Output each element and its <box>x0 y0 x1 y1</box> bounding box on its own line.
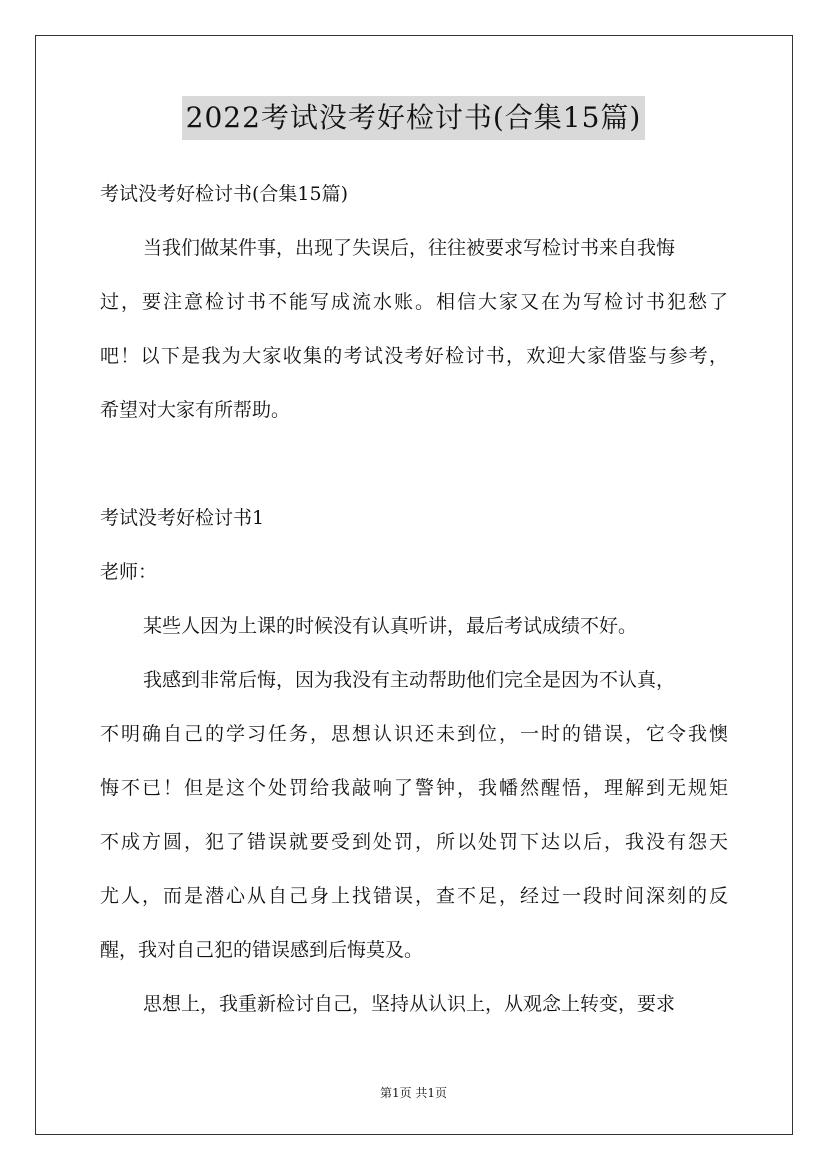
section-title: 考试没考好检讨书1 <box>100 507 265 529</box>
document-title-text: 2022考试没考好检讨书(合集15篇) <box>182 96 646 140</box>
intro-line-1: 当我们做某件事，出现了失误后，往往被要求写检讨书来自我悔 <box>143 237 676 259</box>
document-title <box>0 96 827 140</box>
paragraph-3-line-1: 思想上，我重新检讨自己，坚持从认识上，从观念上转变，要求 <box>143 993 676 1015</box>
salutation: 老师： <box>100 561 158 583</box>
paragraph-2-line-2: 不明确自己的学习任务，思想认识还未到位，一时的错误，它令我懊 <box>100 723 728 745</box>
paragraph-2-line-5: 尤人，而是潜心从自己身上找错误，查不足，经过一段时间深刻的反 <box>100 885 728 907</box>
paragraph-1: 某些人因为上课的时候没有认真听讲，最后考试成绩不好。 <box>143 615 638 637</box>
intro-line-2: 过，要注意检讨书不能写成流水账。相信大家又在为写检讨书犯愁了 <box>100 291 728 313</box>
paragraph-2-line-6: 醒，我对自己犯的错误感到后悔莫及。 <box>100 939 424 961</box>
intro-line-4: 希望对大家有所帮助。 <box>100 399 291 421</box>
intro-line-3: 吧！以下是我为大家收集的考试没考好检讨书，欢迎大家借鉴与参考， <box>100 345 728 367</box>
document-subtitle: 考试没考好检讨书(合集15篇) <box>100 183 349 205</box>
paragraph-2-line-1: 我感到非常后悔，因为我没有主动帮助他们完全是因为不认真， <box>143 669 676 691</box>
paragraph-2-line-4: 不成方圆，犯了错误就要受到处罚，所以处罚下达以后，我没有怨天 <box>100 831 728 853</box>
page-footer: 第1页 共1页 <box>379 1086 448 1100</box>
paragraph-2-line-3: 悔不已！但是这个处罚给我敲响了警钟，我幡然醒悟，理解到无规矩 <box>100 777 728 799</box>
